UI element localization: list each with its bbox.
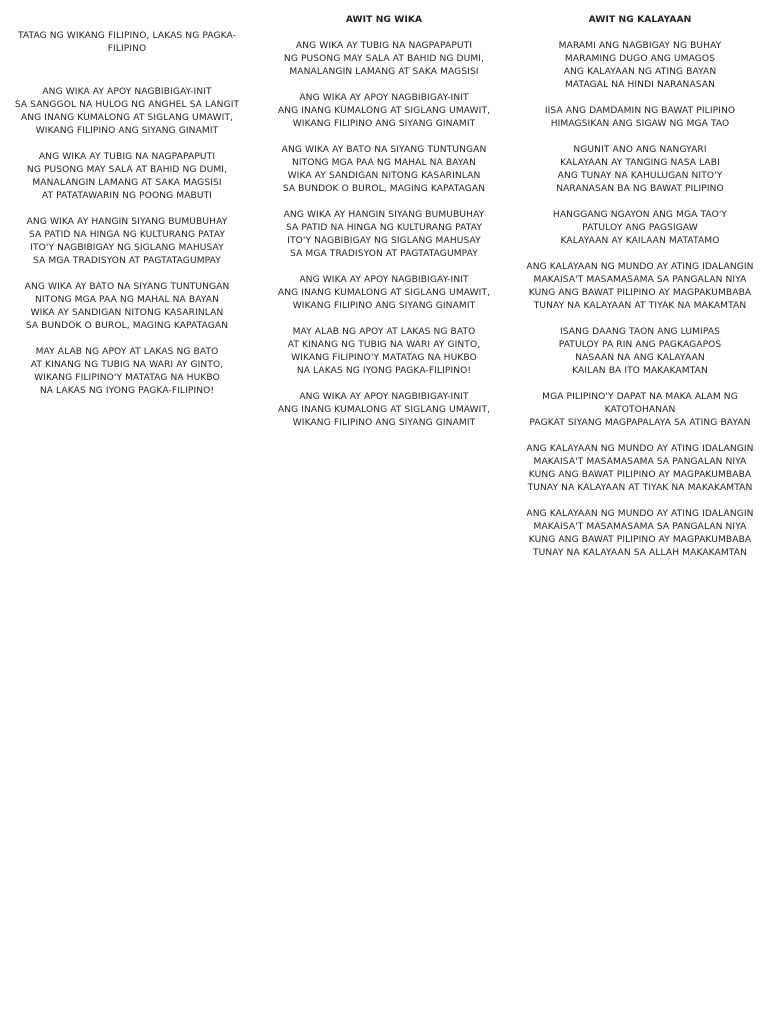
stanza-line: ANG TUNAY NA KAHULUGAN NITO'Y [557, 171, 723, 181]
stanza-line: NARANASAN BA NG BAWAT PILIPINO [556, 184, 724, 194]
stanza-line: MATAGAL NA HINDI NARANASAN [564, 80, 716, 90]
stanza-line: ANG WIKA AY TUBIG NA NAGPAPAPUTI [295, 41, 473, 51]
stanza-line: WIKANG FILIPINO ANG SIYANG GINAMIT [292, 119, 476, 129]
stanza [526, 261, 754, 313]
stanza-line: TUNAY NA KALAYAAN AT TIYAK NA MAKAMTAN [533, 301, 747, 311]
poem-stanzas [272, 40, 496, 430]
stanza-line: HANGGANG NGAYON ANG MGA TAO'Y [552, 210, 728, 220]
stanza-line: NITONG MGA PAA NG MAHAL NA BAYAN [292, 158, 476, 168]
stanza-line: MAY ALAB NG APOY AT LAKAS NG BATO [35, 347, 219, 357]
stanza-line: AT PATATAWARIN NG POONG MABUTI [41, 191, 213, 201]
stanza-line: ANG KALAYAAN NG ATING BAYAN [563, 67, 717, 77]
stanza-line: MARAMI ANG NAGBIGAY NG BUHAY [558, 41, 722, 51]
stanza-line: NA LAKAS NG IYONG PAGKA-FILIPINO! [39, 386, 215, 396]
stanza-line: SA SANGGOL NA HULOG NG ANGHEL SA LANGIT [14, 100, 240, 110]
stanza-line: HIMAGSIKAN ANG SIGAW NG MGA TAO [550, 119, 730, 129]
stanza-line: ANG INANG KUMALONG AT SIGLANG UMAWIT, [20, 113, 234, 123]
stanza-line: KUNG ANG BAWAT PILIPINO AY MAGPAKUMBABA [528, 470, 752, 480]
stanza-line: WIKANG FILIPINO'Y MATATAG NA HUKBO [291, 353, 477, 363]
poem-column-2 [272, 14, 496, 443]
stanza [14, 346, 240, 398]
stanza-line: NG PUSONG MAY SALA AT BAHID NG DUMI, [283, 54, 485, 64]
stanza-line: TUNAY NA KALAYAAN SA ALLAH MAKAKAMTAN [532, 548, 748, 558]
stanza-line: MAY ALAB NG APOY AT LAKAS NG BATO [292, 327, 476, 337]
stanza [526, 209, 754, 248]
stanza [526, 508, 754, 560]
stanza-line: KALAYAAN AY KAILAAN MATATAMO [560, 236, 720, 246]
stanza [526, 144, 754, 196]
stanza-line: NA LAKAS NG IYONG PAGKA-FILIPINO! [296, 366, 472, 376]
stanza-line: ISANG DAANG TAON ANG LUMIPAS [559, 327, 721, 337]
stanza-line: ANG KALAYAAN NG MUNDO AY ATING IDALANGIN [526, 262, 754, 272]
stanza-line: WIKANG FILIPINO'Y MATATAG NA HUKBO [34, 373, 220, 383]
stanza [526, 40, 754, 92]
stanza-line: ANG WIKA AY APOY NAGBIBIGAY-INIT [299, 275, 469, 285]
poem-column-1 [14, 30, 240, 411]
poem-title: AWIT NG WIKA [345, 15, 423, 25]
stanza-line: KUNG ANG BAWAT PILIPINO AY MAGPAKUMBABA [528, 535, 752, 545]
stanza-line: MANALANGIN LAMANG AT SAKA MAGSISI [289, 67, 479, 77]
stanza-line: NGUNIT ANO ANG NANGYARI [573, 145, 707, 155]
stanza-line: ANG WIKA AY BATO NA SIYANG TUNTUNGAN [281, 145, 487, 155]
stanza [14, 216, 240, 268]
stanza-line: AT KINANG NG TUBIG NA WARI AY GINTO, [287, 340, 481, 350]
stanza-line: ANG INANG KUMALONG AT SIGLANG UMAWIT, [277, 405, 491, 415]
stanza-line: MANALANGIN LAMANG AT SAKA MAGSISI [32, 178, 222, 188]
stanza [526, 105, 754, 131]
stanza-line: ANG KALAYAAN NG MUNDO AY ATING IDALANGIN [526, 444, 754, 454]
stanza [272, 274, 496, 313]
stanza-line: SA MGA TRADISYON AT PAGTATAGUMPAY [290, 249, 478, 259]
stanza-line: WIKA AY SANDIGAN NITONG KASARINLAN [30, 308, 224, 318]
stanza-line: PATULOY ANG PAGSIGAW [582, 223, 698, 233]
stanza-line: MGA PILIPINO'Y DAPAT NA MAKA ALAM NG KATOTOHANAN [542, 392, 738, 415]
stanza-line: WIKANG FILIPINO ANG SIYANG GINAMIT [292, 301, 476, 311]
stanza-line: MAKAISA'T MASAMASAMA SA PANGALAN NIYA [533, 457, 747, 467]
stanza-line: MARAMING DUGO ANG UMAGOS [564, 54, 716, 64]
stanza-line: ITO'Y NAGBIBIGAY NG SIGLANG MAHUSAY [30, 243, 224, 253]
stanza [272, 144, 496, 196]
stanza-line: PATULOY PA RIN ANG PAGKAGAPOS [558, 340, 722, 350]
stanza-line: SA MGA TRADISYON AT PAGTATAGUMPAY [33, 256, 221, 266]
stanza [272, 40, 496, 79]
stanza [272, 326, 496, 378]
stanza-line: MAKAISA'T MASAMASAMA SA PANGALAN NIYA [533, 275, 747, 285]
stanza-line: NITONG MGA PAA NG MAHAL NA BAYAN [35, 295, 219, 305]
stanza [526, 326, 754, 378]
stanza-line: ANG INANG KUMALONG AT SIGLANG UMAWIT, [277, 106, 491, 116]
stanza-line: NG PUSONG MAY SALA AT BAHID NG DUMI, [26, 165, 228, 175]
stanza [272, 391, 496, 430]
stanza [14, 151, 240, 203]
stanza-line: ANG WIKA AY HANGIN SIYANG BUMUBUHAY [283, 210, 485, 220]
stanza-line: SA BUNDOK O BUROL, MAGING KAPATAGAN [282, 184, 486, 194]
stanza-line: ANG INANG KUMALONG AT SIGLANG UMAWIT, [277, 288, 491, 298]
poem-title: AWIT NG KALAYAAN [588, 15, 692, 25]
stanza [272, 209, 496, 261]
stanza-line: WIKANG FILIPINO ANG SIYANG GINAMIT [35, 126, 219, 136]
poem-title: TATAG NG WIKANG FILIPINO, LAKAS NG PAGKA-FILIPINO [17, 31, 237, 54]
stanza-line: PAGKAT SIYANG MAGPAPALAYA SA ATING BAYAN [529, 418, 751, 428]
stanza-line: TUNAY NA KALAYAAN AT TIYAK NA MAKAKAMTAN [527, 483, 753, 493]
poem-stanzas [526, 40, 754, 560]
stanza-line: SA BUNDOK O BUROL, MAGING KAPATAGAN [25, 321, 229, 331]
stanza-line: ANG WIKA AY TUBIG NA NAGPAPAPUTI [38, 152, 216, 162]
stanza-line: SA PATID NA HINGA NG KULTURANG PATAY [29, 230, 225, 240]
stanza-line: ITO'Y NAGBIBIGAY NG SIGLANG MAHUSAY [287, 236, 481, 246]
stanza-line: KALAYAAN AY TANGING NASA LABI [560, 158, 720, 168]
stanza [14, 281, 240, 333]
stanza-line: ANG WIKA AY APOY NAGBIBIGAY-INIT [42, 87, 212, 97]
poem-stanzas [14, 86, 240, 398]
stanza-line: ANG WIKA AY APOY NAGBIBIGAY-INIT [299, 392, 469, 402]
stanza-line: KAILAN BA ITO MAKAKAMTAN [572, 366, 708, 376]
stanza [526, 443, 754, 495]
poem-column-3 [526, 14, 754, 573]
stanza-line: MAKAISA'T MASAMASAMA SA PANGALAN NIYA [533, 522, 747, 532]
stanza-line: ANG WIKA AY APOY NAGBIBIGAY-INIT [299, 93, 469, 103]
stanza-line: ANG WIKA AY BATO NA SIYANG TUNTUNGAN [24, 282, 230, 292]
stanza-line: WIKANG FILIPINO ANG SIYANG GINAMIT [292, 418, 476, 428]
stanza-line: ANG KALAYAAN NG MUNDO AY ATING IDALANGIN [526, 509, 754, 519]
stanza-line: WIKA AY SANDIGAN NITONG KASARINLAN [287, 171, 481, 181]
stanza-line: KUNG ANG BAWAT PILIPINO AY MAGPAKUMBABA [528, 288, 752, 298]
stanza-line: IISA ANG DAMDAMIN NG BAWAT PILIPINO [544, 106, 736, 116]
stanza-line: SA PATID NA HINGA NG KULTURANG PATAY [286, 223, 482, 233]
stanza [14, 86, 240, 138]
stanza [272, 92, 496, 131]
stanza-line: NASAAN NA ANG KALAYAAN [575, 353, 705, 363]
stanza-line: AT KINANG NG TUBIG NA WARI AY GINTO, [30, 360, 224, 370]
stanza-line: ANG WIKA AY HANGIN SIYANG BUMUBUHAY [26, 217, 228, 227]
stanza [526, 391, 754, 430]
